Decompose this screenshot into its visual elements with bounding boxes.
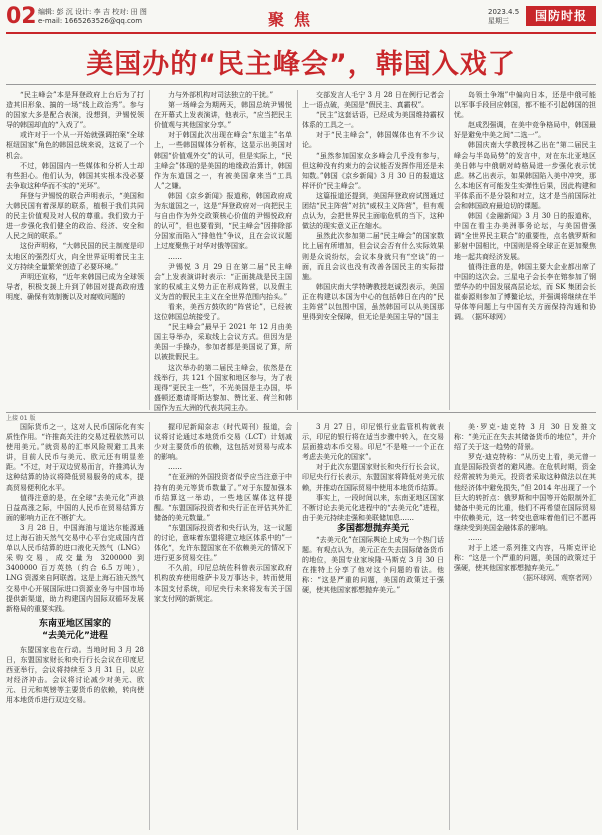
continued-from-note: 上接 01 版	[6, 415, 36, 422]
page-number: 02	[6, 4, 37, 29]
paragraph: ……	[168, 252, 182, 261]
section-title: 聚焦	[268, 10, 321, 29]
paragraph: 国际货币之一，这对人民币国际化有实质性作用。“许推高关注的交易过程依然可以使用美元。”就资易的汇率风险规避工具来讲，目前人民币与美元、欧元还有明显差距。“不过，对于双边贸易而言，许推鸿认为这种结算的协议将降低贸易服务的成本，提高贸易便利化水平。	[6, 423, 144, 492]
paragraph: 力与外部机构对司法独立的干扰。”	[168, 91, 274, 99]
paragraph: 这次举办的第二届民主峰会，依然是在线举行，共 121 个国家和地区参与，为了表现得“更民主一些”，不光美国是主办国，毕盛顿还邀请哥斯达黎加、赞比亚、荷兰和韩国作为五大洲的代表共同主办。	[154, 363, 292, 412]
paragraph: 对于上述一系列推文内容，马斯克评论称：“这是一个严重的问题，美国的政策过于强硬，使其他国家都想抛弃美元。”	[454, 544, 596, 573]
paragraph: 韩国庆南大学教授林乙出在“第二届民主峰会与半岛局势”的发言中，对在东北亚地区美日韩与中俄朝对峙格局进一步强化表示忧虑。林乙出表示，如果韩国陷入美中冲突，那么本地区有可能发生实弹性后果，因此构建和平体系而不是分裂和对立，这才是当前国际社会和韩国政府最迫切的课题。	[454, 141, 596, 211]
paragraph: 3 月 28 日，中国海油与道达尔能源通过上海石油天然气交易中心平台完成国内首单以人民币结算的进口液化天然气（LNG）采购交易，成交量为 3200000 到 3400000 百万英热（约合 6.5 万吨），LNG 资源来自阿联酋。这是上海石油天然气交易中心开展国际进口资源业务与中国市场提供新渠道，助力构建国内国际双循环发展新格局的重要实践。	[6, 523, 144, 613]
masthead	[6, 4, 596, 34]
bottom-column-3	[302, 422, 444, 830]
paragraph: 对于“民主峰会”，韩国媒体也有不少议论。	[302, 131, 444, 150]
paragraph: 不久前，印尼总统佐科曾表示国家政府机构放弃使用维萨卡及万事达卡，转而使用本国支付系统，印尼央行未来将发布关于国家支付网的新规定。	[154, 564, 292, 603]
paragraph: 对于韩国此次出现在峰会“东道主”名单上，一些韩国媒体分析称，这显示出美国对韩国“价值观外交”的认可，但是实际上，“民主峰会”体现的是美国的地缘政治算计，韩国作为东道国之一，有被美国拿来当“工具人”之嫌。	[154, 131, 292, 190]
paragraph: “民主峰会”本是拜登政府上台后为了打造其旧形象、搞的一场“线上政治秀”。参与的国家大多是配合表演，没想到，尹锡悦领导的韩国却直的“入戏了”。	[6, 91, 144, 130]
subheading: 多国都想抛弃美元	[336, 523, 409, 534]
top-column-2	[154, 90, 292, 412]
bottom-column-4	[454, 422, 596, 830]
column-divider	[297, 90, 298, 410]
paragraph: 岛领土争端”中偏向日本，还是中俄可能以军事手段回应韩国，都不能不引起韩国的担忧。	[454, 91, 596, 120]
column-divider	[449, 90, 450, 410]
paragraph: 事实上，一段时间以来，东南亚地区国家不断讨论去美元化进程中的“去美元化”进程，由于美元持续走强和美联储加息……	[302, 493, 444, 522]
paragraph: 韩国庆南大学特聘教授赵诚烈表示，美国正在构建以本国为中心的包括韩日在内的“民主阵营”以包围中国，虽然韩国可以从美国那里得到安全保障，但无论是美国主导的“国主	[302, 282, 444, 322]
masthead-rule	[6, 32, 596, 34]
paragraph: 尹锡悦 3 月 29 日在第二届“民主峰会”上发表演讲时表示：“正面挑战是民主国家的权威主义势力正在形成阵营，以及假主义为首的假民主主义在全世界范围内抬头。”	[154, 262, 292, 301]
paragraph: 3 月 27 日，印尼银行业监管机构就表示，印尼的银行将在适当步骤中转入，在交易层面推动本币交易。印尼“不是唯一一个正在考虑去美元化的国家”。	[302, 423, 444, 462]
paragraph: 值得注意的是，在全球“去美元化”声浪日益高涨之际，中国的人民币在贸易结算方面的影响力正在不断扩大。	[6, 493, 144, 522]
paragraph: 韩国《京乡新闻》报道称，韩国政府成为东道国之一，这是“拜登政府对一向把民主与自由作为外交政策核心价值的尹锡悦政府的认可”，但也要看到，“民主峰会”因排除部分国家而陷入“排他性”争议，且在会议议题上过度聚焦于对华对俄等国家。	[154, 191, 292, 251]
top-column-3	[302, 90, 444, 412]
paragraph: “虽然参加国家众多峰会几乎没有参与，但这种没有约束力的会议能否发挥作用还是未知数。”韩国《京乡新闻》3 月 30 日的报道这样评价“民主峰会”。	[302, 151, 444, 190]
column-divider	[297, 422, 298, 830]
paragraph: 拜登与尹锡悦的联合声明表示，“美国和大韩民国有着深厚的联系，植根于我们共同的民主价值观及对人权的尊重。我们致力于进一步强化我们健全的政治、经济、安全和人民之间的联系。”	[6, 191, 144, 241]
paragraph: 对于此次东盟国家财长和央行行长会议，印尼央行行长表示，东盟国家将降低对美元依赖，并推动在国际贸易中使用本地货币结算。	[302, 463, 444, 492]
headline-rule	[6, 84, 596, 85]
source-credit: （据环球网、观察者网）	[519, 574, 596, 583]
paragraph: ……	[168, 463, 182, 472]
editor-credits: 编辑: 彭 沉 设计: 李 吉 校对: 田 图 e-mail: 1665263526@qq.com	[38, 8, 147, 25]
paragraph: “东盟国际投资者和央行认为，这一议题的讨论，意味着东盟将建立地区体系中的”一体化“，允许东盟国家在不依赖美元的情况下进行更多贸易交往。”	[154, 523, 292, 563]
paragraph: 或许对于一个从一开始就强调拍案“全球枢纽国家”角色的韩国总统来说，这说了一个机会。	[6, 131, 144, 160]
paragraph: “在亚洲的外国投资者似乎应当注意于中持有的美元等货币数量了。”对于东盟加强本币结算这一举动，一些地区媒体这样提醒。“东盟国际投资者和央行正在评估其外汇储备的美元数量。”	[154, 473, 292, 522]
issue-date	[488, 8, 519, 26]
paragraph: 东盟国家也在行动。当地时间 3 月 28 日，东盟国家财长和央行行长会议在印度尼西亚举行，会议将持续至 3 月 31 日，以应对经济冲击。会议将讨论减少对美元、欧元、日元和英镑等主要货币的依赖，转向使用本地货币进行双边交易。	[6, 645, 144, 705]
paragraph: 握印尼新闻奈志（时代周刊）报道，会议将讨论通过本地货币交易（LCT）计划减少对主要货币的依赖，这包括对贸易与成本的影响。	[154, 423, 292, 462]
newspaper-logo: 国防时报	[526, 6, 596, 26]
paragraph: ……	[468, 534, 482, 543]
paragraph: 交部发言人毛宁 3 月 28 日在例行记者会上一语点破，美国是“假民主、真霸权”。	[302, 91, 444, 110]
paragraph: 声明还宣称，“近年来韩国已成为全球领导者，积极支援上升到了韩国对提高政府透明度、确保有效制衡以及对腐败问题的	[6, 272, 144, 301]
column-divider	[449, 422, 450, 830]
paragraph: 不过，韩国国内一些媒体和分析人士却有些担心。他们认为，韩国其实根本没必要去争取这种华而不实的“光环”。	[6, 161, 144, 190]
subheading-asean: 东南亚地区国家的 “去美元化”进程	[38, 618, 111, 641]
paragraph: 看来，美西方鼓吹的“阵营论”，已经被这位韩国总统接受了。	[154, 302, 292, 322]
bottom-column-1-continued	[6, 645, 144, 706]
top-column-1	[6, 90, 144, 412]
column-divider	[149, 90, 150, 410]
paragraph: 第一场峰会为期两天，韩国总统尹锡悦在开幕式上发表演讲，他表示，“应当把民主价值观与其他国家分享。”	[154, 101, 292, 130]
paragraph: 罗克-迪克特称：“从历史上看，美元曾一直是国际投资者的避风港。在危机时期，资金经常被转为美元，投资者采取这种做法以在其他经济体中避免损失，”但 2014 年出现了一个巨大的转折点：俄罗斯和中国等开始限制外汇储备中美元的比重，他们不再希望在国际贸易中依赖美元，这一转变也意味着他们已不愿再继续受到美国金融体系的影响。	[454, 453, 596, 532]
bottom-column-1-text	[6, 422, 144, 614]
paragraph: “去美元化”在国际舆论上成为一个热门话题。有观点认为，美元正在失去国际储备货币的地位，美国专业家埃隆·马斯克 3 月 30 日在推特上分享了他对这个问题的看法。他称：“这是严重的问题，美国的政策过于强硬，使其他国家都想抛弃美元。”	[302, 535, 444, 595]
paragraph: 值得注意的是，韩国主要大企业都出席了中国的这次会。三星电子会长李在镕参加了钢塑华办的中国发展高层论坛，而 SK 集团会长崔泰源则参加了博鳌论坛，并强调将继续在半导体等问题上与中国有关方面保持沟通和协调。 （据环球网）	[454, 262, 596, 322]
paragraph: 这篇报道还提到，美国拜登政府试图通过团结“民主阵营”对抗“威权主义阵营”，但有观点认为，会把世界民主面临危机的当下，这种做法的现实意义正在缩水。	[302, 191, 444, 231]
weekday-text: 星期三	[488, 17, 509, 25]
paragraph: 美·罗克-迪克特 3 月 30 日发推文称：“美元正在失去其储备货币的地位”，并介绍了关于这一趋势的背景。	[454, 423, 596, 452]
date-text: 2023.4.5	[488, 8, 520, 16]
top-column-4	[454, 90, 596, 412]
paragraph: 这份声明称，“大韩民国的民主制度是印太地区的强烈灯火，向全世界证明着民主主义方持续全量繁荣创造了必要环境。”	[6, 242, 144, 271]
paragraph: 赵成烈强调，在美中竞争格局中，韩国最好是避免中美之间“二选一”。	[454, 121, 596, 140]
bottom-column-1	[6, 422, 144, 830]
section-divider	[6, 412, 596, 413]
page-headline: 美国办的“民主峰会”，韩国入戏了	[86, 49, 516, 80]
column-divider	[149, 422, 150, 830]
bottom-column-2	[154, 422, 292, 830]
paragraph: “民主”这套话语，已经成为美国维持霸权体系的工具之一。	[302, 111, 444, 130]
paragraph: 韩国《金融新闻》3 月 30 日的报道称，中国在看主办美洲事务论坛，与美国借强调“全世界民主联合”的重要性，点名俄罗斯和影射中国相比，中国则是将全球正在更加聚焦地一起共商经济发展。	[454, 212, 596, 261]
paragraph: 虽然此次参加第二届“民主峰会”的国家数比上届有所增加，但会议会否有什么实际效果则是众说纷纭，会议本身就只有“空谈”的一面，而且会议也没有改善各国民主的实际措施。	[302, 232, 444, 281]
paragraph: “民主峰会”最早于 2021 年 12 月由美国主导举办，采取线上会议方式。但因为是美国一手操办，参加者都是美国说了算，所以被批假民主。	[154, 323, 292, 362]
